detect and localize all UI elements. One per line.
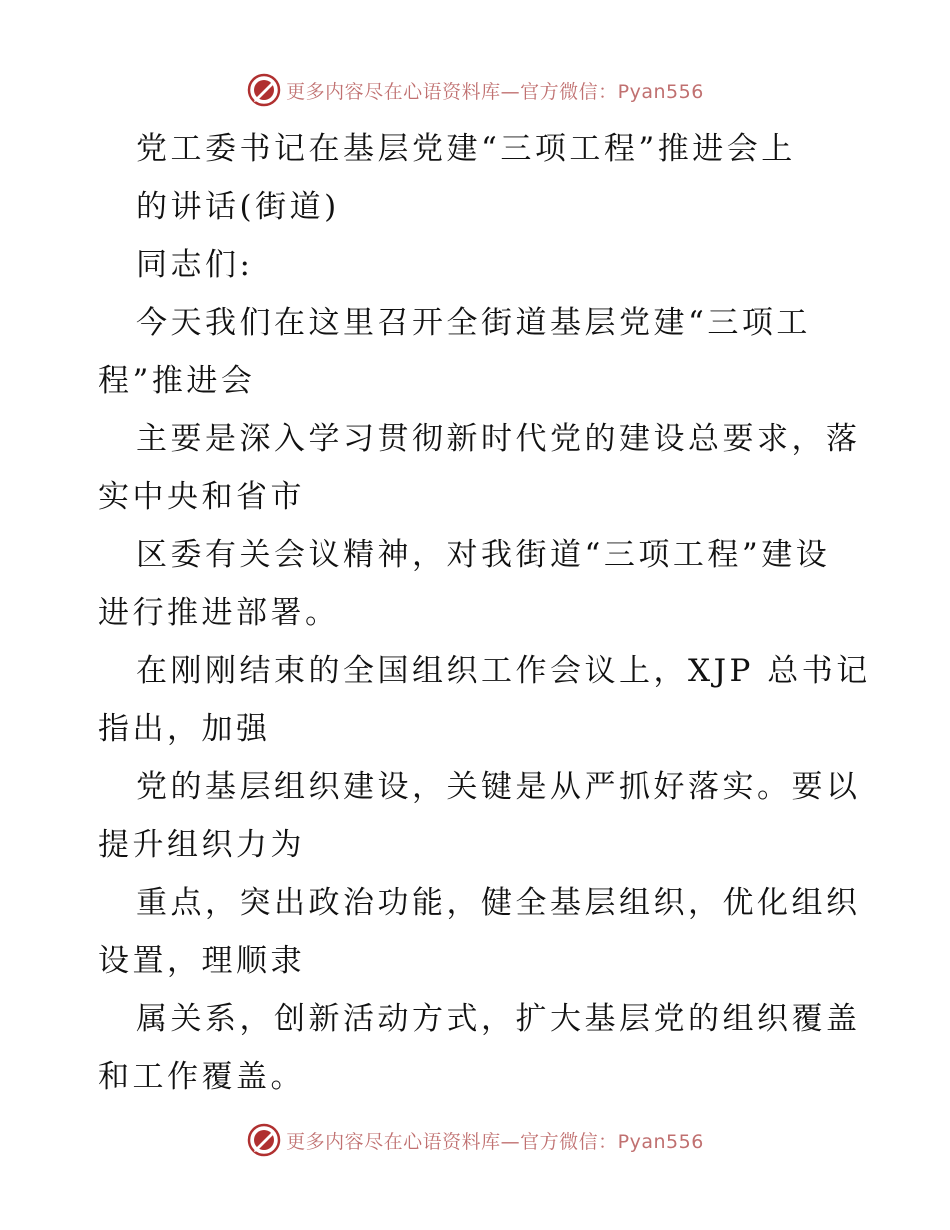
title-line-2: 的讲话(街道) xyxy=(136,189,340,225)
paragraph-line: 提升组织力为 xyxy=(98,827,305,863)
footer-banner-text: 更多内容尽在心语资料库—官方微信：Pyan556 xyxy=(286,1130,704,1153)
paragraph-line: 进行推进部署。 xyxy=(98,595,340,631)
paragraph-line: 今天我们在这里召开全街道基层党建“三项工 xyxy=(136,305,811,341)
salutation: 同志们: xyxy=(136,247,254,283)
paragraph-line: 在刚刚结束的全国组织工作会议上，XJP 总书记 xyxy=(136,653,871,689)
header-banner-text: 更多内容尽在心语资料库—官方微信：Pyan556 xyxy=(286,80,704,103)
paragraph-line: 实中央和省市 xyxy=(98,479,305,515)
header-banner xyxy=(0,70,950,110)
title-line-1: 党工委书记在基层党建“三项工程”推进会上 xyxy=(136,131,796,167)
paragraph-line: 属关系，创新活动方式，扩大基层党的组织覆盖 xyxy=(136,1001,861,1037)
paragraph-line: 和工作覆盖。 xyxy=(98,1059,305,1095)
paragraph-line: 指出，加强 xyxy=(98,711,271,747)
paragraph-line: 重点，突出政治功能，健全基层组织，优化组织 xyxy=(136,885,861,921)
paragraph-line: 设置，理顺隶 xyxy=(98,943,305,979)
paragraph-line: 党的基层组织建设，关键是从严抓好落实。要以 xyxy=(136,769,861,805)
footer-banner xyxy=(0,1120,950,1160)
pen-seal-icon xyxy=(246,1122,282,1158)
paragraph-line: 区委有关会议精神，对我街道“三项工程”建设 xyxy=(136,537,831,573)
paragraph-line: 程”推进会 xyxy=(98,363,256,399)
document-body xyxy=(98,120,871,1106)
pen-seal-icon xyxy=(246,72,282,108)
paragraph-line: 主要是深入学习贯彻新时代党的建设总要求，落 xyxy=(136,421,861,457)
